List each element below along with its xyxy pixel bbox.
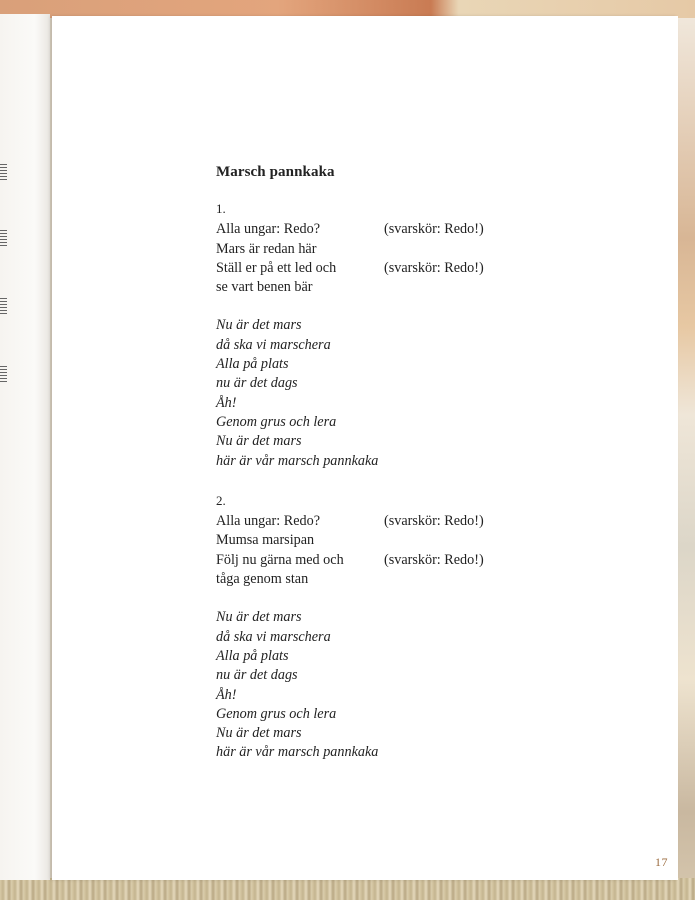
- choir-reply: (svarskör: Redo!): [384, 551, 484, 568]
- chorus-line: Alla på plats: [216, 647, 289, 664]
- lyric-text: Ställ er på ett led och: [216, 259, 337, 276]
- chorus-line: Genom grus och lera: [216, 705, 337, 722]
- chorus-line: Nu är det mars: [216, 725, 302, 742]
- verse-line: [216, 512, 546, 531]
- verse-number: 2.: [216, 492, 226, 508]
- chorus: [216, 316, 546, 470]
- chorus-line: då ska vi marschera: [216, 628, 331, 645]
- chorus-line: Nu är det mars: [216, 317, 302, 334]
- chorus-line: Nu är det mars: [216, 609, 302, 626]
- chorus-line: Nu är det mars: [216, 433, 302, 450]
- verse-line: [216, 278, 546, 297]
- lyric-text: Alla ungar: Redo?: [216, 513, 321, 530]
- verse-line: [216, 551, 546, 570]
- chorus-line: Alla på plats: [216, 356, 289, 373]
- page-number: 17: [655, 855, 668, 869]
- verse-line: [216, 259, 546, 278]
- binding-mark: [0, 164, 7, 180]
- chorus: [216, 608, 546, 762]
- lyric-text: se vart benen bär: [216, 279, 313, 296]
- verse: [216, 491, 546, 763]
- binding-mark: [0, 298, 7, 314]
- lyric-text: Mars är redan här: [216, 240, 317, 257]
- song-content: [216, 164, 546, 763]
- song-title: Marsch pannkaka: [216, 164, 335, 180]
- choir-reply: (svarskör: Redo!): [384, 513, 484, 530]
- lyric-text: Mumsa marsipan: [216, 532, 315, 549]
- previous-page-edge: [0, 14, 50, 880]
- lyric-text: Följ nu gärna med och: [216, 551, 344, 568]
- verse-line: [216, 570, 546, 589]
- chorus-line: Åh!: [216, 394, 237, 411]
- chorus-line: nu är det dags: [216, 375, 298, 392]
- verse-line: [216, 220, 546, 239]
- lyric-text: Alla ungar: Redo?: [216, 221, 321, 238]
- chorus-line: Genom grus och lera: [216, 413, 337, 430]
- verse-number: 1.: [216, 201, 226, 216]
- verse-line: [216, 240, 546, 259]
- chorus-line: här är vår marsch pannkaka: [216, 744, 379, 761]
- scan-background-bottom: [0, 878, 695, 900]
- chorus-line: då ska vi marschera: [216, 336, 331, 353]
- book-page: [52, 16, 678, 880]
- choir-reply: (svarskör: Redo!): [384, 221, 484, 238]
- chorus-line: nu är det dags: [216, 667, 298, 684]
- verse-line: [216, 531, 546, 550]
- binding-mark: [0, 230, 7, 246]
- binding-mark: [0, 366, 7, 382]
- lyric-text: tåga genom stan: [216, 571, 309, 588]
- choir-reply: (svarskör: Redo!): [384, 259, 484, 276]
- chorus-line: här är vår marsch pannkaka: [216, 452, 379, 469]
- scan-background-right: [675, 18, 695, 900]
- chorus-line: Åh!: [216, 686, 237, 703]
- verse: [216, 199, 546, 471]
